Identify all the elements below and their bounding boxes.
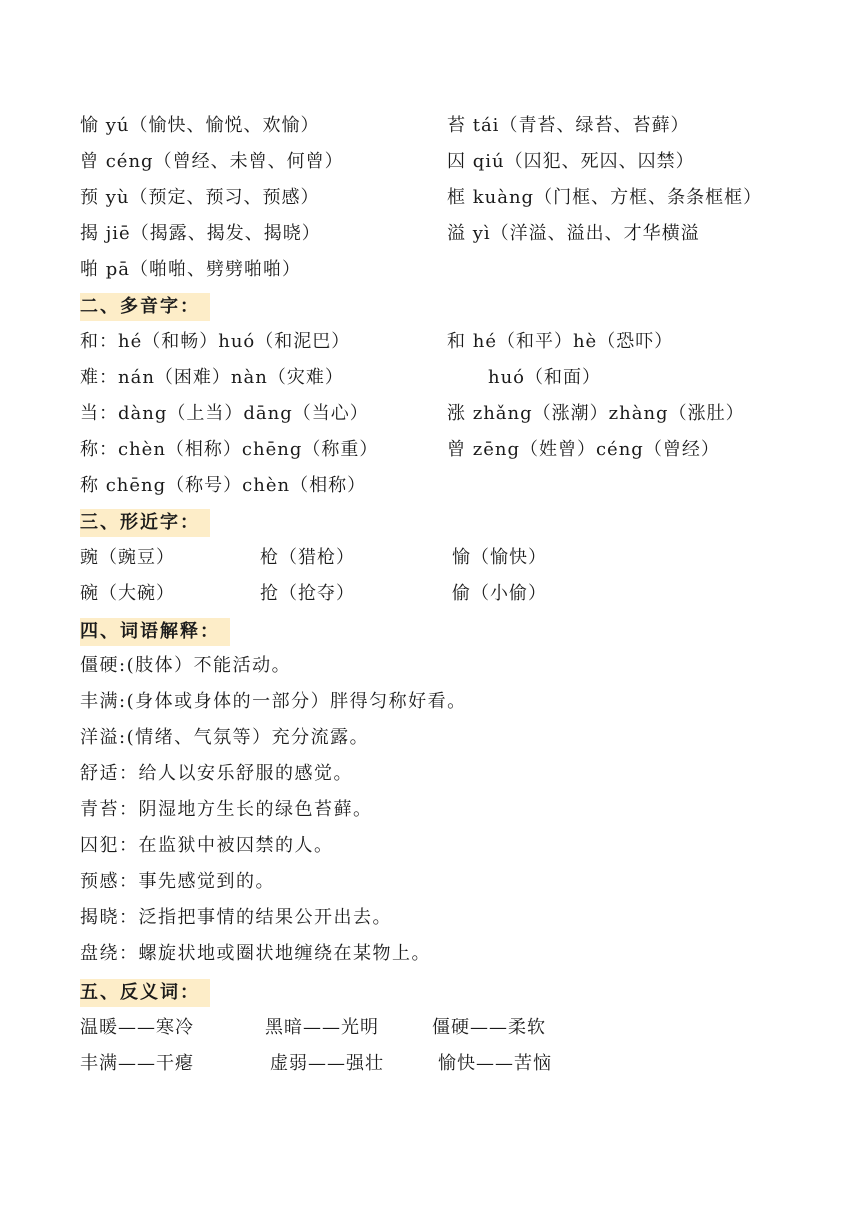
polyphone-entry: 难：nán（困难）nàn（灾难） (80, 367, 344, 388)
char-row (80, 144, 800, 180)
definition-item: 预感：事先感觉到的。 (80, 871, 275, 892)
char-entry: 揭 jiē（揭露、揭发、揭晓） (80, 223, 321, 244)
char-entry: 愉 yú（愉快、愉悦、欢愉） (80, 115, 320, 136)
definition-item: 舒适：给人以安乐舒服的感觉。 (80, 763, 353, 784)
similar-char-row (80, 540, 800, 576)
char-row (80, 108, 800, 144)
similar-char-entry: 枪（猎枪） (260, 547, 355, 568)
polyphone-entry: 和 hé（和平）hè（恐吓） (447, 331, 674, 352)
polyphone-entry: 称：chèn（相称）chēng（称重） (80, 439, 379, 460)
section-heading: 四、词语解释： (80, 618, 230, 646)
polyphone-row (80, 360, 800, 396)
char-entry: 囚 qiú（囚犯、死囚、囚禁） (447, 151, 695, 172)
polyphone-row (80, 324, 800, 360)
polyphone-row (80, 396, 800, 432)
section-heading: 二、多音字： (80, 293, 210, 321)
definition-item: 盘绕：螺旋状地或圈状地缠绕在某物上。 (80, 943, 431, 964)
polyphone-entry: 称 chēng（称号）chèn（相称） (80, 475, 367, 496)
char-entry: 啪 pā（啪啪、劈劈啪啪） (80, 259, 301, 280)
similar-char-entry: 抢（抢夺） (260, 583, 355, 604)
polyphone-row (80, 432, 800, 468)
polyphone-row (80, 468, 800, 504)
char-entry: 曾 céng（曾经、未曾、何曾） (80, 151, 344, 172)
char-row (80, 180, 800, 216)
similar-char-entry: 愉（愉快） (452, 547, 547, 568)
antonym-entry: 温暖——寒冷 (80, 1017, 194, 1038)
char-row (80, 216, 800, 252)
definition-item: 囚犯：在监狱中被囚禁的人。 (80, 835, 334, 856)
char-entry: 溢 yì（洋溢、溢出、才华横溢 (447, 223, 700, 244)
definition-item: 丰满:(身体或身体的一部分）胖得匀称好看。 (80, 691, 467, 712)
definition-item: 洋溢:(情绪、气氛等）充分流露。 (80, 727, 370, 748)
antonym-row (80, 1010, 800, 1046)
char-entry: 苔 tái（青苔、绿苔、苔藓） (447, 115, 690, 136)
polyphone-entry: 当：dàng（上当）dāng（当心） (80, 403, 369, 424)
polyphone-entry: 曾 zēng（姓曾）céng（曾经） (447, 439, 720, 460)
section-heading: 三、形近字： (80, 509, 210, 537)
definition-item: 僵硬:(肢体）不能活动。 (80, 655, 292, 676)
similar-char-row (80, 576, 800, 612)
antonym-entry: 愉快——苦恼 (438, 1053, 552, 1074)
antonym-entry: 丰满——干瘪 (80, 1053, 194, 1074)
char-entry: 框 kuàng（门框、方框、条条框框） (447, 187, 763, 208)
definition-item: 揭晓：泛指把事情的结果公开出去。 (80, 907, 392, 928)
char-entry: 预 yù（预定、预习、预感） (80, 187, 320, 208)
char-row (80, 252, 800, 288)
antonym-entry: 虚弱——强壮 (270, 1053, 384, 1074)
section-heading: 五、反义词： (80, 979, 210, 1007)
polyphone-entry: 和：hé（和畅）huó（和泥巴） (80, 331, 351, 352)
definition-item: 青苔：阴湿地方生长的绿色苔藓。 (80, 799, 373, 820)
antonym-entry: 僵硬——柔软 (432, 1017, 546, 1038)
similar-char-entry: 偷（小偷） (452, 583, 547, 604)
polyphone-entry: huó（和面） (488, 367, 602, 388)
similar-char-entry: 豌（豌豆） (80, 547, 175, 568)
similar-char-entry: 碗（大碗） (80, 583, 175, 604)
polyphone-entry: 涨 zhǎng（涨潮）zhàng（涨肚） (447, 403, 745, 424)
antonym-entry: 黑暗——光明 (265, 1017, 379, 1038)
antonym-row (80, 1046, 800, 1082)
